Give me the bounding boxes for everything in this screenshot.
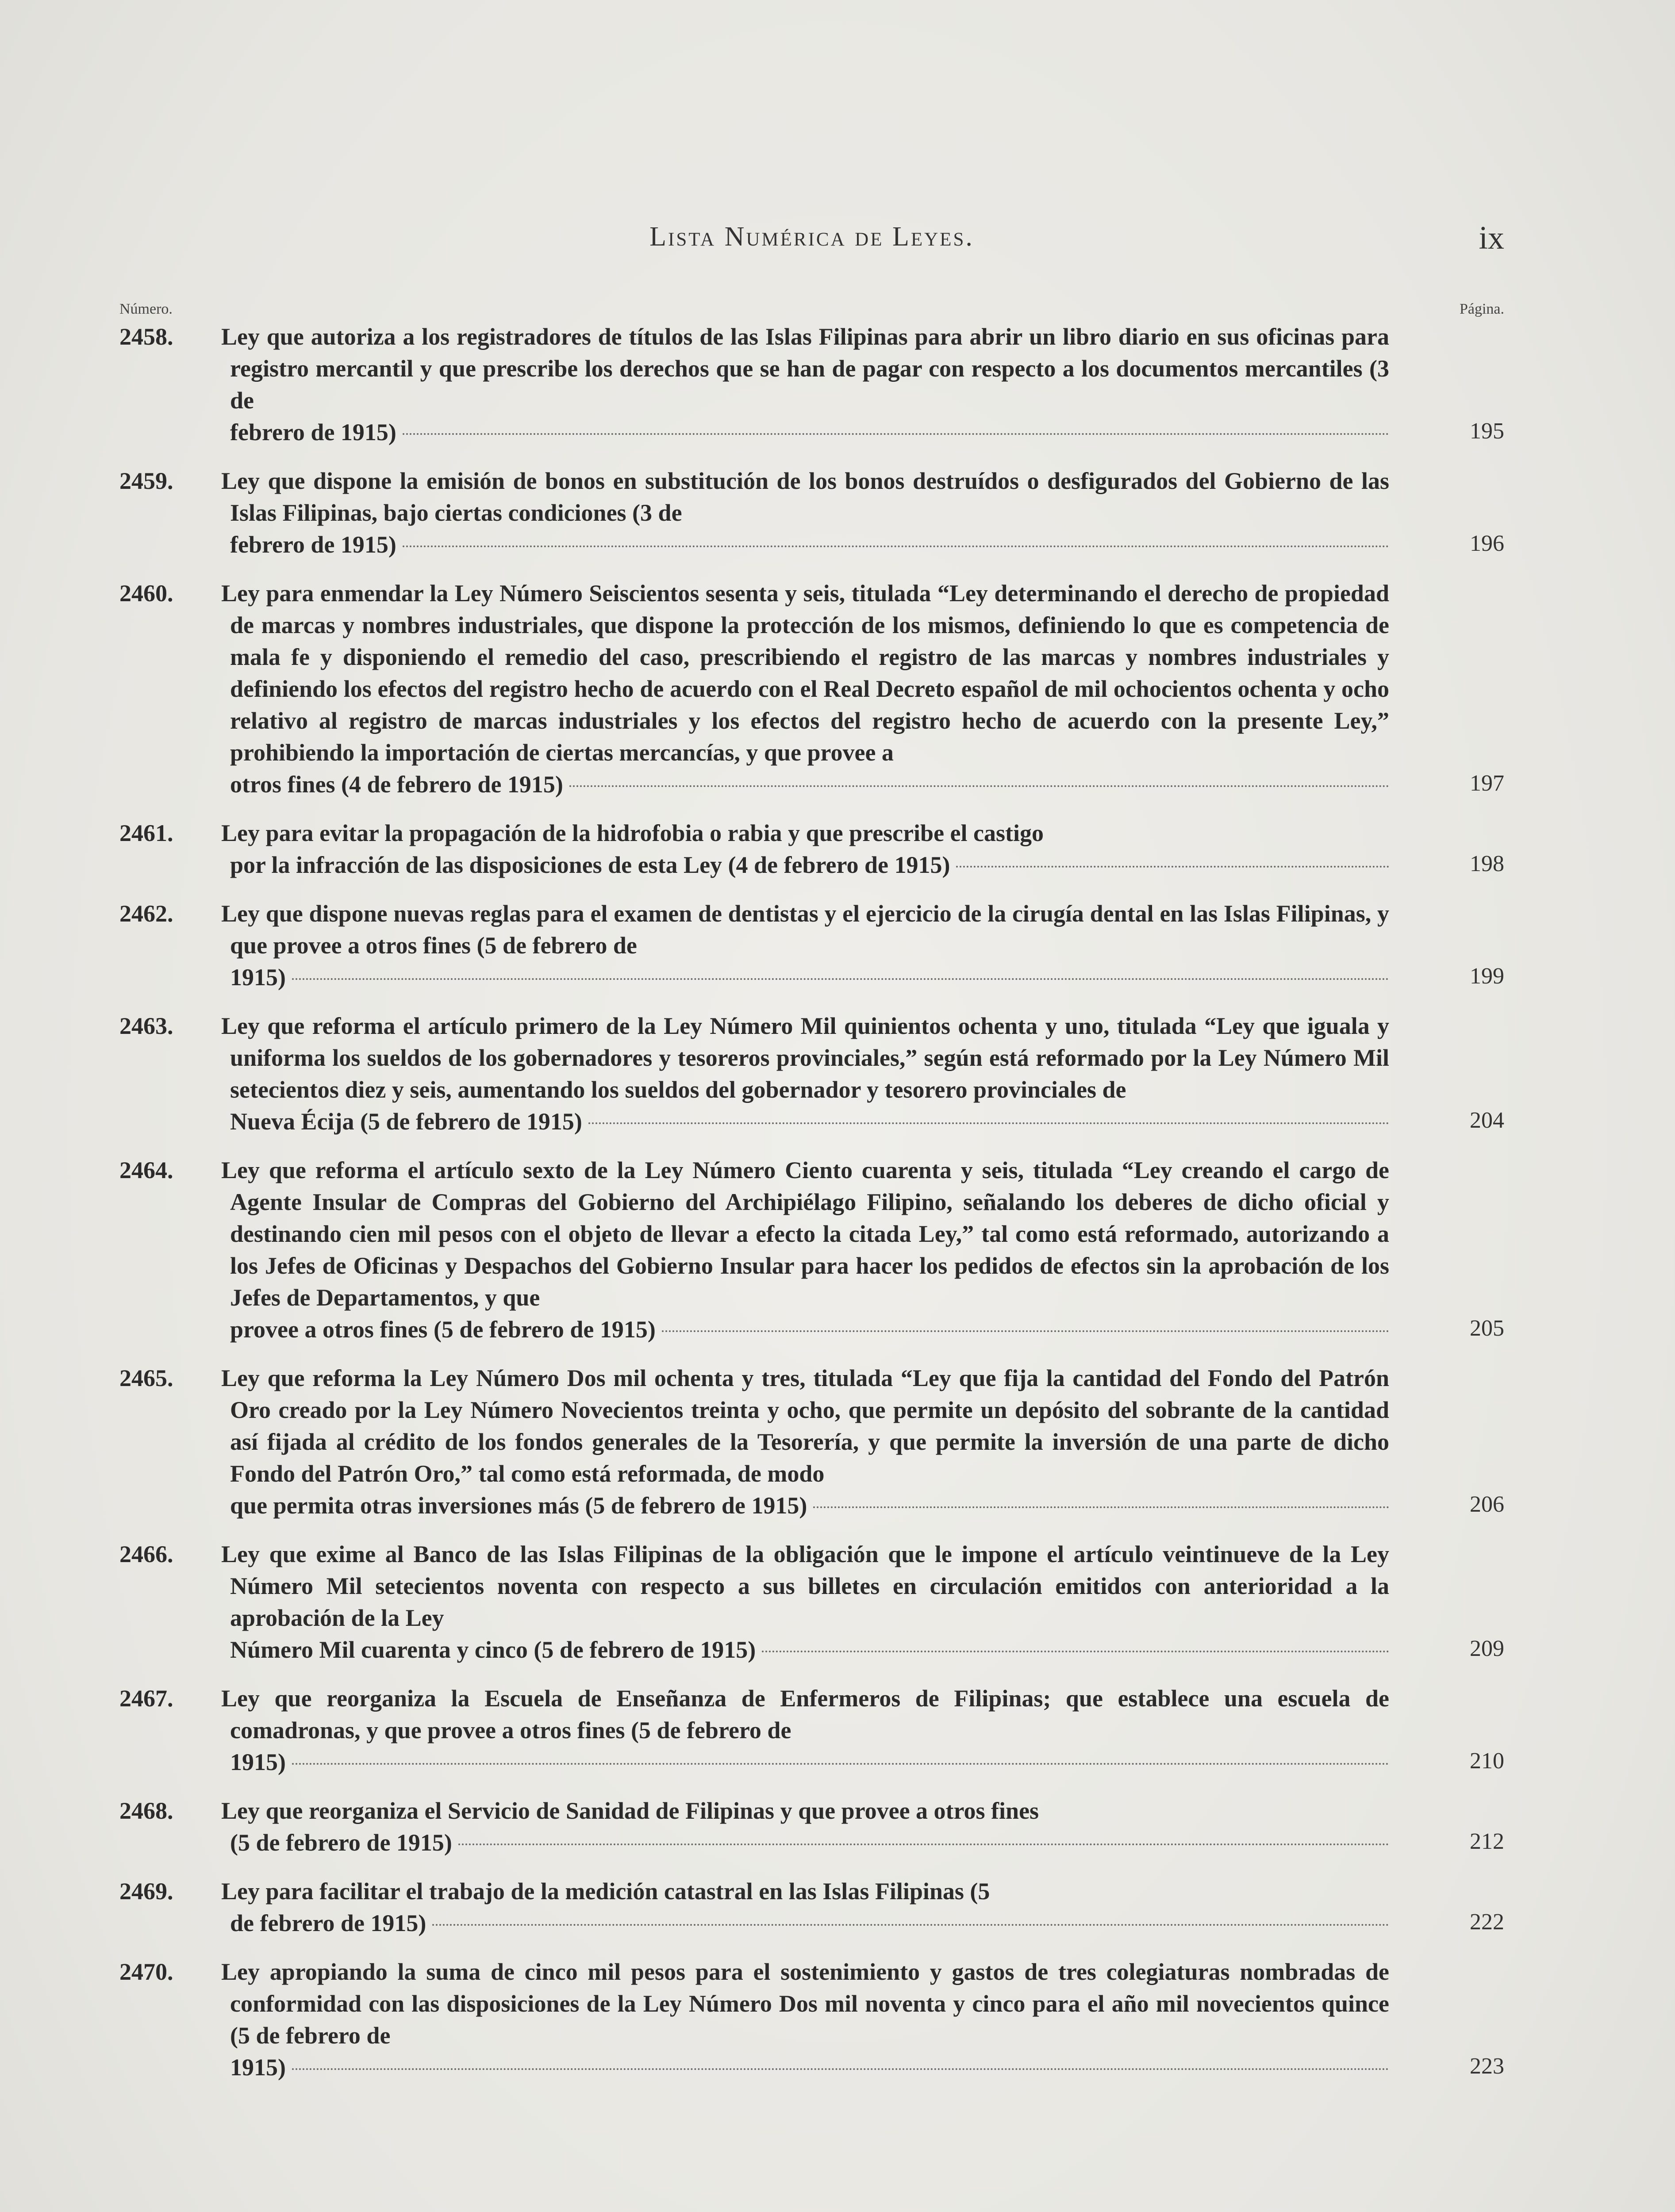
law-description: Ley que exime al Banco de las Islas Filipinas de la obligación que le impone el artículo veintinueve de la Ley Número Mil setecientos noventa con respecto a sus billetes en circulación emitidos con anterioridad a la aprobación de la Ley [221,1541,1389,1631]
law-entry-text [119,465,1389,529]
law-entry-text [119,1875,1389,1907]
law-entry-text [119,898,1389,961]
law-page-ref: 212 [1470,1829,1504,1854]
law-description: Ley para enmendar la Ley Número Seiscientos sesenta y seis, titulada “Ley determinando el derecho de propiedad de marcas y nombres industriales, que dispone la protección de los mismos, definiendo lo que es competencia de mala fe y disponiendo el remedio del caso, prescribiendo el registro de las marcas y nombres industriales y definiendo los efectos del registro hecho de acuerdo con el Real Decreto español de mil ochocientos ochenta y ocho relativo al registro de marcas industriales y los efectos del registro hecho de acuerdo con la presente Ley,” prohibiendo la importación de ciertas mercancías, y que provee a [221,580,1389,766]
law-entry-text [119,1795,1389,1827]
dot-leader [292,1763,1389,1765]
law-entry-text [119,1956,1389,2051]
law-entry-last-line [230,1907,1389,1939]
law-number: 2460. [119,580,173,607]
law-entry-2469 [119,1875,1504,1939]
page-number: ix [1479,220,1504,256]
law-page-ref: 206 [1470,1492,1504,1517]
dot-leader [403,545,1389,547]
dot-leader [956,866,1389,868]
law-description: Ley que reforma el artículo sexto de la Ley Número Ciento cuarenta y seis, titulada “Ley creando el cargo de Agente Insular de Compras del Gobierno del Archipiélago Filipino, señalando los deberes de dicho oficial y destinando cien mil pesos con el objeto de llevar a efecto la citada Ley,” tal como está reformado, autorizando a los Jefes de Oficinas y Despachos del Gobierno Insular para hacer los pedidos de efectos sin la aprobación de los Jefes de Departamentos, y que [221,1157,1389,1311]
law-description: Ley que reforma el artículo primero de la Ley Número Mil quinientos ochenta y uno, titulada “Ley que iguala y uniforma los sueldos de los gobernadores y tesoreros provinciales,” según está reformado por la Ley Número Mil setecientos diez y seis, aumentando los sueldos del gobernador y tesorero provinciales de [221,1013,1389,1103]
law-entry-2459 [119,465,1504,561]
law-date: provee a otros fines (5 de febrero de 1915) [230,1316,656,1343]
law-number: 2463. [119,1013,173,1039]
law-number: 2470. [119,1959,173,1985]
law-entry-text [119,1362,1389,1490]
law-date: febrero de 1915) [230,531,396,558]
law-entry-2470 [119,1956,1504,2083]
law-entry-2465 [119,1362,1504,1521]
law-description: Ley apropiando la suma de cinco mil pesos para el sostenimiento y gastos de tres colegiaturas nombradas de conformidad con las disposiciones de la Ley Número Dos mil noventa y cinco para el año mil novecientos quince (5 de febrero de [221,1959,1389,2049]
law-number: 2466. [119,1541,173,1567]
law-date: (5 de febrero de 1915) [230,1829,452,1856]
law-number: 2465. [119,1365,173,1391]
law-date: febrero de 1915) [230,419,396,445]
law-entry-text [119,1010,1389,1106]
law-description: Ley que autoriza a los registradores de títulos de las Islas Filipinas para abrir un libro diario en sus oficinas para registro mercantil y que prescribe los derechos que se han de pagar con respecto a los documentos mercantiles (3 de [221,323,1389,414]
law-entry-text [119,577,1389,768]
law-entry-last-line [230,1490,1389,1521]
law-description: Ley que dispone la emisión de bonos en substitución de los bonos destruídos o desfigurados del Gobierno de las Islas Filipinas, bajo ciertas condiciones (3 de [221,468,1389,526]
law-entry-2468 [119,1795,1504,1859]
page-column-label: Página. [1459,301,1504,317]
law-number: 2468. [119,1797,173,1824]
law-date: de febrero de 1915) [230,1910,426,1936]
law-number: 2462. [119,900,173,927]
law-page-ref: 222 [1470,1909,1504,1935]
law-entry-last-line [230,1106,1389,1137]
law-entry-text [119,321,1389,416]
law-page-ref: 204 [1470,1108,1504,1133]
law-description: Ley que reforma la Ley Número Dos mil ochenta y tres, titulada “Ley que fija la cantidad del Fondo del Patrón Oro creado por la Ley Número Novecientos treinta y ocho, que permite un depósito del sobrante de la cantidad así fijada al crédito de los fondos generales de la Tesorería, y que permite la inversión de una parte de dicho Fondo del Patrón Oro,” tal como está reformada, de modo [221,1365,1389,1487]
law-description: Ley que reorganiza el Servicio de Sanidad de Filipinas y que provee a otros fines [221,1797,1039,1824]
law-page-ref: 198 [1470,851,1504,876]
law-number: 2469. [119,1878,173,1905]
page-title: Lista Numérica de Leyes. [649,222,974,252]
law-page-ref: 197 [1470,771,1504,796]
law-entry-2463 [119,1010,1504,1137]
law-page-ref: 223 [1470,2054,1504,2079]
law-entry-text [119,1538,1389,1634]
law-entry-last-line [230,961,1389,993]
law-description: Ley para evitar la propagación de la hidrofobia o rabia y que prescribe el castigo [221,820,1044,846]
law-page-ref: 199 [1470,964,1504,989]
law-date: 1915) [230,1749,286,1775]
dot-leader [588,1122,1389,1124]
law-entry-2458 [119,321,1504,448]
law-entry-2460 [119,577,1504,800]
law-description: Ley para facilitar el trabajo de la medición catastral en las Islas Filipinas (5 [221,1878,990,1905]
dot-leader [813,1506,1389,1508]
law-entry-text [119,1154,1389,1313]
law-entry-2464 [119,1154,1504,1345]
law-number: 2467. [119,1685,173,1712]
law-entry-last-line [230,2051,1389,2083]
law-entry-2466 [119,1538,1504,1666]
law-date: 1915) [230,2054,286,2081]
law-entry-last-line [230,1313,1389,1345]
law-date: Número Mil cuarenta y cinco (5 de febrero de 1915) [230,1636,756,1663]
dot-leader [292,978,1389,980]
law-description: Ley que reorganiza la Escuela de Enseñanza de Enfermeros de Filipinas; que establece una escuela de comadronas, y que provee a otros fines (5 de febrero de [221,1685,1389,1743]
law-number: 2464. [119,1157,173,1183]
law-entry-last-line [230,768,1389,800]
column-labels [119,301,1504,323]
law-entry-text [119,817,1389,849]
law-page-ref: 209 [1470,1636,1504,1661]
law-entry-last-line [230,1746,1389,1778]
page-header [119,221,1504,270]
law-entry-last-line [230,529,1389,561]
law-page-ref: 196 [1470,531,1504,556]
law-entry-last-line [230,1634,1389,1666]
law-date: otros fines (4 de febrero de 1915) [230,771,563,798]
law-page-ref: 210 [1470,1748,1504,1774]
dot-leader [458,1843,1389,1845]
law-entry-last-line [230,1827,1389,1859]
law-entry-2467 [119,1682,1504,1778]
dot-leader [662,1330,1389,1332]
law-date: que permita otras inversiones más (5 de febrero de 1915) [230,1492,807,1519]
dot-leader [432,1924,1389,1926]
law-date: 1915) [230,964,286,991]
law-number: 2461. [119,820,173,846]
law-entry-2462 [119,898,1504,993]
law-page-ref: 195 [1470,419,1504,444]
dot-leader [403,433,1389,435]
law-page-ref: 205 [1470,1316,1504,1341]
law-date: Nueva Écija (5 de febrero de 1915) [230,1108,582,1135]
law-list [119,321,1504,2100]
law-entry-last-line [230,416,1389,448]
law-entry-text [119,1682,1389,1746]
law-description: Ley que dispone nuevas reglas para el examen de dentistas y el ejercicio de la cirugía dental en las Islas Filipinas, y que provee a otros fines (5 de febrero de [221,900,1389,959]
dot-leader [569,785,1389,787]
number-column-label: Número. [119,301,173,317]
law-entry-last-line [230,849,1389,881]
dot-leader [762,1651,1389,1652]
law-number: 2458. [119,323,173,350]
dot-leader [292,2068,1389,2070]
law-entry-2461 [119,817,1504,881]
law-number: 2459. [119,468,173,494]
law-date: por la infracción de las disposiciones de esta Ley (4 de febrero de 1915) [230,852,950,878]
